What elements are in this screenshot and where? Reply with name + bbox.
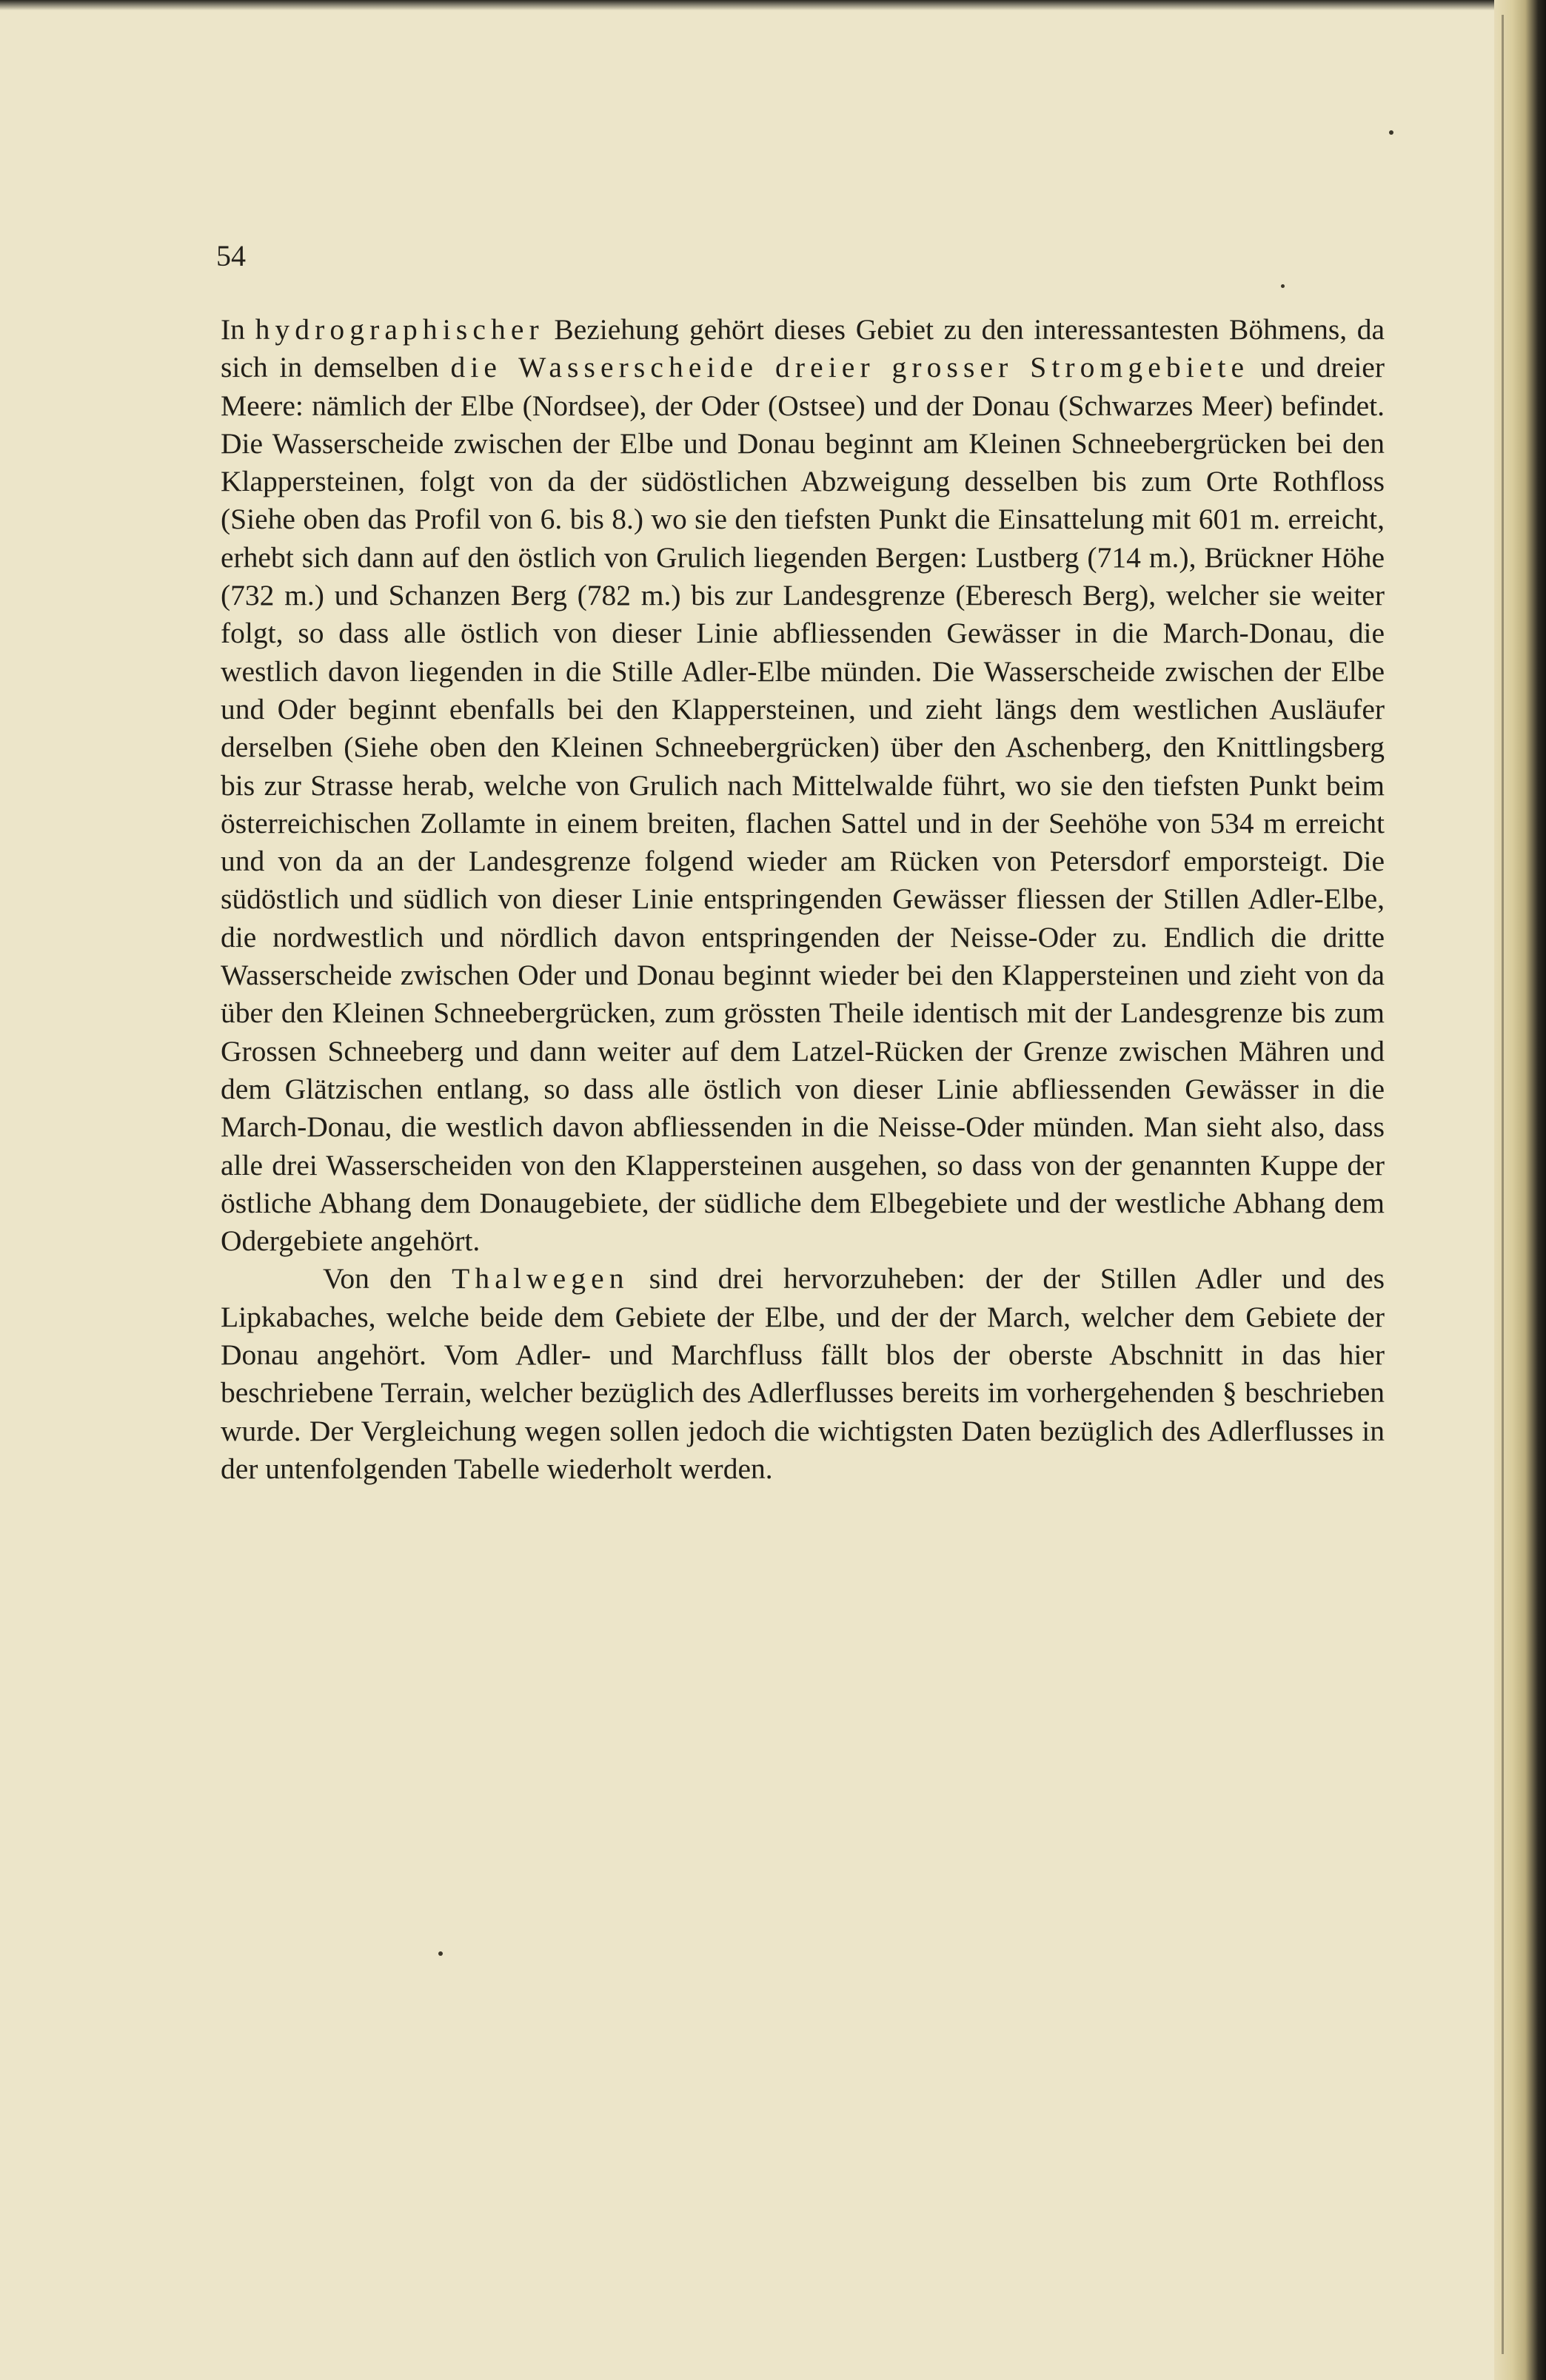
paragraph-thalwege	[221, 1260, 1385, 1488]
text-run: In	[221, 313, 255, 346]
page-top-edge	[0, 0, 1546, 10]
paper-speck	[1389, 130, 1393, 135]
text-run: Beziehung gehört dieses Gebiet zu den interessantesten Böhmens, da sich in demselben	[221, 313, 1385, 384]
emphasis-thalwegen: Thalwegen	[452, 1262, 629, 1295]
body-text	[221, 311, 1385, 1488]
page-fold-line	[1502, 15, 1504, 2354]
emphasis-hydrographischer: hydrographischer	[255, 313, 544, 346]
paper-speck	[1281, 284, 1285, 288]
text-run: Von den	[323, 1262, 452, 1295]
page-number: 54	[216, 239, 246, 272]
emphasis-wasserscheide: die Wasserscheide dreier grosser Stromgebiete	[450, 351, 1250, 384]
text-run: sind drei hervorzuheben: der der Stillen Adler und des Lipkabaches, welche beide dem Gebiete der Elbe, und der der March, welcher dem Gebiete der Donau angehört. Vom Adler- und Marchfluss fällt blos der oberste Abschnitt in das hier beschriebene Terrain, welcher bezüglich des Adlerflusses bereits im vorhergehenden § beschrieben wurde. Der Vergleichung wegen sollen jedoch die wichtigsten Daten bezüglich des Adlerflusses in der untenfolgenden Tabelle wiederholt werden.	[221, 1262, 1385, 1485]
text-run: und dreier Meere: nämlich der Elbe (Nordsee), der Oder (Ostsee) und der Donau (Schwarzes Meer) befindet. Die Wasserscheide zwischen der Elbe und Donau beginnt am Kleinen Schneebergrücken bei den Klappersteinen, folgt von da der südöstlichen Abzweigung desselben bis zum Orte Rothfloss (Siehe oben das Profil von 6. bis 8.) wo sie den tiefsten Punkt die Einsattelung mit 601 m. erreicht, erhebt sich dann auf den östlich von Grulich liegenden Bergen: Lustberg (714 m.), Brückner Höhe (732 m.) und Schanzen Berg (782 m.) bis zur Landesgrenze (Eberesch Berg), welcher sie weiter folgt, so dass alle östlich von dieser Linie abfliessenden Gewässer in die March-Donau, die westlich davon liegenden in die Stille Adler-Elbe münden. Die Wasserscheide zwischen der Elbe und Oder beginnt ebenfalls bei den Klappersteinen, und zieht längs dem westlichen Ausläufer derselben (Siehe oben den Kleinen Schneebergrücken) über den Aschenberg, den Knittlingsberg bis zur Strasse herab, welche von Grulich nach Mittelwalde führt, wo sie den tiefsten Punkt beim österreichischen Zollamte in einem breiten, flachen Sattel und in der Seehöhe von 534 m erreicht und von da an der Landesgrenze folgend wieder am Rücken von Petersdorf emporsteigt. Die südöstlich und südlich von dieser Linie entspringenden Gewässer fliessen der Stillen Adler-Elbe, die nordwestlich und nördlich davon entspringenden der Neisse-Oder zu. Endlich die dritte Wasserscheide zwischen Oder und Donau beginnt wieder bei den Klappersteinen und zieht von da über den Kleinen Schneebergrücken, zum grössten Theile identisch mit der Landesgrenze bis zum Grossen Schneeberg und dann weiter auf dem Latzel-Rücken der Grenze zwischen Mähren und dem Glätzischen entlang, so dass alle östlich von dieser Linie abfliessenden Gewässer in die March-Donau, die westlich davon abfliessenden in die Neisse-Oder münden. Man sieht also, dass alle drei Wasserscheiden von den Klappersteinen ausgehen, so dass von der genannten Kuppe der östliche Abhang dem Donaugebiete, der südliche dem Elbegebiete und der westliche Abhang dem Odergebiete angehört.	[221, 351, 1385, 1258]
paragraph-hydrography	[221, 311, 1385, 1260]
paper-speck	[438, 1951, 443, 1956]
